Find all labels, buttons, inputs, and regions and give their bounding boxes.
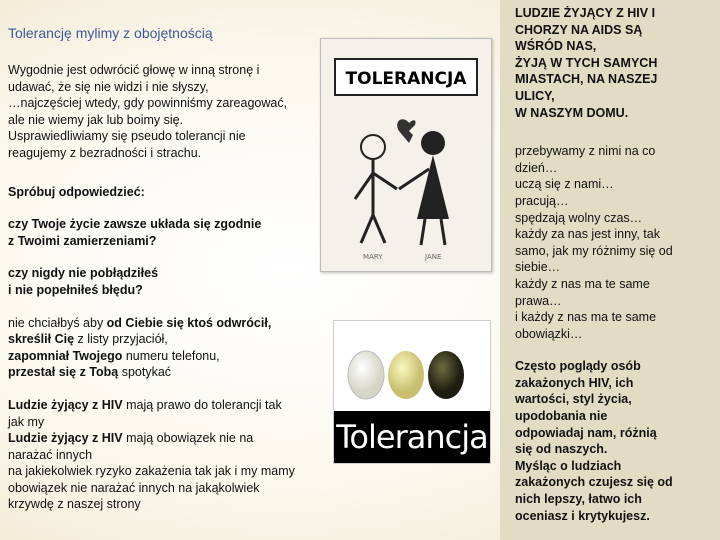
line: zakażonych HIV, ich xyxy=(515,375,634,390)
line: pracują… xyxy=(515,193,569,208)
line: narażać innych xyxy=(8,447,93,462)
line: czy nigdy nie pobłądziłeś xyxy=(8,266,159,281)
line: zakażonych czujesz się od xyxy=(515,475,673,490)
line: obowiązki… xyxy=(515,326,583,341)
line: Myśląc o ludziach xyxy=(515,458,622,473)
line: siebie… xyxy=(515,260,561,275)
text-run: Ludzie żyjący z HIV xyxy=(8,431,123,446)
hiv-among-us-heading xyxy=(515,5,715,121)
line: …najczęściej wtedy, gdy powinniśmy zareagować, xyxy=(8,96,288,111)
text-run: mają obowiązek nie na xyxy=(122,431,254,446)
name-right: JANE xyxy=(425,253,442,261)
intro-paragraph xyxy=(8,62,333,162)
line: krzywdę z naszej strony xyxy=(8,497,141,512)
left-text-column xyxy=(8,62,333,513)
woman-dress xyxy=(417,155,449,219)
line: wartości, styl życia, xyxy=(515,392,632,407)
line: z Twoimi zamierzeniami? xyxy=(8,233,157,248)
eggs-logo xyxy=(334,321,490,411)
line: przebywamy z nimi na co xyxy=(515,144,656,159)
line: WŚRÓD NAS, xyxy=(515,39,597,54)
line: Często poglądy osób xyxy=(515,359,641,374)
broken-heart-icon xyxy=(397,119,415,143)
text-run: Ludzie żyjący z HIV xyxy=(8,397,123,412)
question-2 xyxy=(8,265,333,298)
text-run: skreślił Cię xyxy=(8,332,75,347)
line: ŻYJĄ W TYCH SAMYCH xyxy=(515,55,658,70)
line: odpowiadaj nam, różnią xyxy=(515,425,657,440)
daily-life-paragraph xyxy=(515,143,715,342)
line: i każdy z nas ma te same xyxy=(515,310,657,325)
line: nich lepszy, łatwo ich xyxy=(515,492,642,507)
hiv-rights-paragraph xyxy=(8,397,333,513)
text-run: numeru telefonu, xyxy=(122,348,220,363)
line: ULICY, xyxy=(515,88,555,103)
slide-title: Tolerancję mylimy z obojętnością xyxy=(8,25,213,41)
text-run: przestał się z Tobą xyxy=(8,365,119,380)
line: obowiązek nie narażać innych na jakąkolwiek xyxy=(8,480,260,495)
man-head xyxy=(361,135,385,159)
text-run: od Ciebie się ktoś odwrócił, xyxy=(106,315,272,330)
white-egg-icon xyxy=(348,351,384,399)
line: samo, jak my różnimy się od xyxy=(515,243,673,258)
line: reagujemy z bezradności i strachu. xyxy=(8,145,202,160)
line: W NASZYM DOMU. xyxy=(515,105,629,120)
drawing-heading: TOLERANCJA xyxy=(345,69,467,89)
dark-egg-icon xyxy=(428,351,464,399)
line: każdy z nas ma te same xyxy=(515,276,650,291)
line: LUDZIE ŻYJĄCY Z HIV I xyxy=(515,6,656,20)
line: ale nie wiemy jak lub boimy się. xyxy=(8,112,184,127)
line: na jakiekolwiek ryzyko zakażenia tak jak i my mamy xyxy=(8,464,295,479)
line: dzień… xyxy=(515,160,558,175)
prompt-heading: Spróbuj odpowiedzieć: xyxy=(8,184,145,199)
tolerance-drawing-image xyxy=(320,38,492,272)
judgement-paragraph xyxy=(515,358,715,524)
line: czy Twoje życie zawsze układa się zgodnie xyxy=(8,217,262,232)
text-run: z listy przyjaciół, xyxy=(74,332,168,347)
line: spędzają wolny czas… xyxy=(515,210,643,225)
text-run: zapomniał Twojego xyxy=(8,348,123,363)
line: i nie popełniłeś błędu? xyxy=(8,282,143,297)
line: CHORZY NA AIDS SĄ xyxy=(515,22,643,37)
name-left: MARY xyxy=(363,253,383,261)
line: Usprawiedliwiamy się pseudo tolerancji nie xyxy=(8,129,246,144)
text-run: mają prawo do tolerancji tak xyxy=(122,397,282,412)
man-figure xyxy=(355,159,397,243)
line: się od naszych. xyxy=(515,442,608,457)
line: MIASTACH, NA NASZEJ xyxy=(515,72,658,87)
line: Wygodnie jest odwrócić głowę w inną stronę i xyxy=(8,63,260,77)
text-run: spotykać xyxy=(118,365,172,380)
question-1 xyxy=(8,216,333,249)
yellow-egg-icon xyxy=(388,351,424,399)
line: jak my xyxy=(8,414,45,429)
tolerancja-logo-image xyxy=(333,320,491,464)
line: udawać, że się nie widzi i nie słyszy, xyxy=(8,79,209,94)
line: prawa… xyxy=(515,293,562,308)
question-3 xyxy=(8,315,333,381)
logo-wordmark: Tolerancja xyxy=(334,411,490,463)
line: uczą się z nami… xyxy=(515,177,614,192)
line: każdy za nas jest inny, tak xyxy=(515,227,660,242)
line: oceniasz i krytykujesz. xyxy=(515,508,650,523)
couple-drawing xyxy=(321,39,491,271)
woman-head xyxy=(421,131,445,155)
text-run: nie chciałbyś aby xyxy=(8,315,107,330)
line: upodobania nie xyxy=(515,409,608,424)
right-text-column xyxy=(515,5,715,524)
